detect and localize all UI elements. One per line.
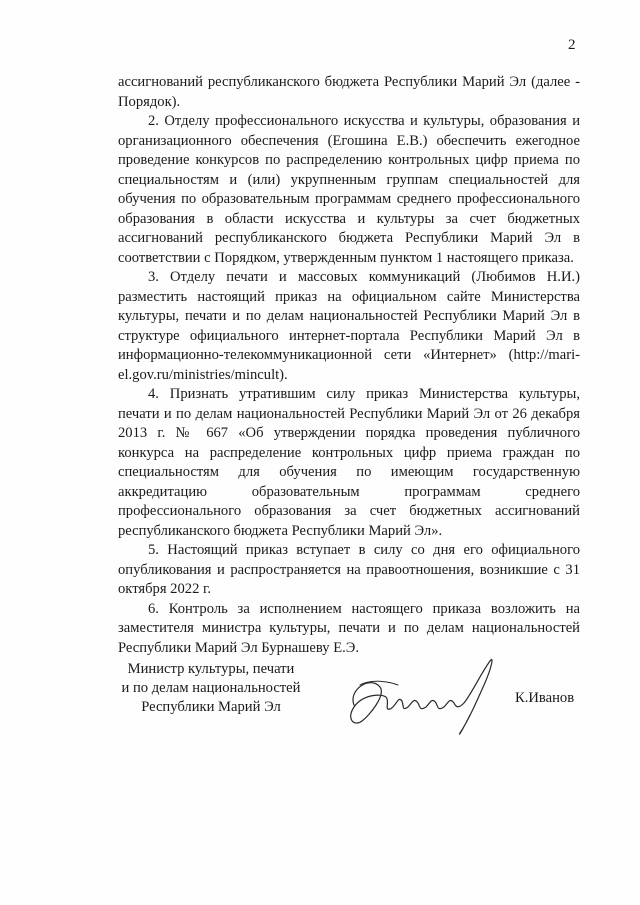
signatory-title-line: Министр культуры, печати — [127, 661, 295, 677]
paragraph-3: 3. Отделу печати и массовых коммуникаций (Любимов Н.И.) разместить настоящий приказ на официальном сайте Министерства культуры, печати и по делам национальностей Республики Марий Эл в структуре официального интернет-портала Республики Марий Эл в информационно-телекоммуникационной сети «Интернет» (http://mari-el.gov.ru/ministries/mincult). — [118, 269, 580, 383]
paragraph-continuation: ассигнований республиканского бюджета Республики Марий Эл (далее - Порядок). — [118, 74, 580, 110]
paragraph-5: 5. Настоящий приказ вступает в силу со дня его официального опубликования и распространяется на правоотношения, возникшие с 31 октября 2022 г. — [118, 542, 580, 597]
signatory-name: К.Иванов — [515, 690, 575, 706]
document-body — [118, 73, 580, 658]
page-number: 2 — [568, 37, 576, 53]
signatory-title-line: Республики Марий Эл — [141, 699, 281, 715]
handwritten-signature — [340, 645, 510, 745]
paragraph-6: 6. Контроль за исполнением настоящего приказа возложить на заместителя министра культуры, печати и по делам национальностей Республики Марий Эл Бурнашеву Е.Э. — [118, 600, 580, 656]
signatory-title — [110, 660, 312, 717]
signatory-title-line: и по делам национальностей — [121, 680, 301, 696]
paragraph-4: 4. Признать утратившим силу приказ Министерства культуры, печати и по делам национальностей Республики Марий Эл от 26 декабря 2013 г. № 667 «Об утверждении порядка проведения публичного конкурса на распределение контрольных цифр приема граждан по специальностям для обучения по имеющим государственную аккредитацию образовательным программам среднего профессионального образования за счет бюджетных ассигнований республиканского бюджета Республики Марий Эл». — [118, 386, 580, 539]
paragraph-2: 2. Отделу профессионального искусства и культуры, образования и организационного обеспечения (Егошина Е.В.) обеспечить ежегодное проведение конкурсов по распределению контрольных цифр приема по специальностям и (или) укрупненным группам специальностей для обучения по образовательным программам среднего профессионального образования в области искусства и культуры за счет бюджетных ассигнований республиканского бюджета Республики Марий Эл в соответствии с Порядком, утвержденным пунктом 1 настоящего приказа. — [118, 113, 580, 266]
